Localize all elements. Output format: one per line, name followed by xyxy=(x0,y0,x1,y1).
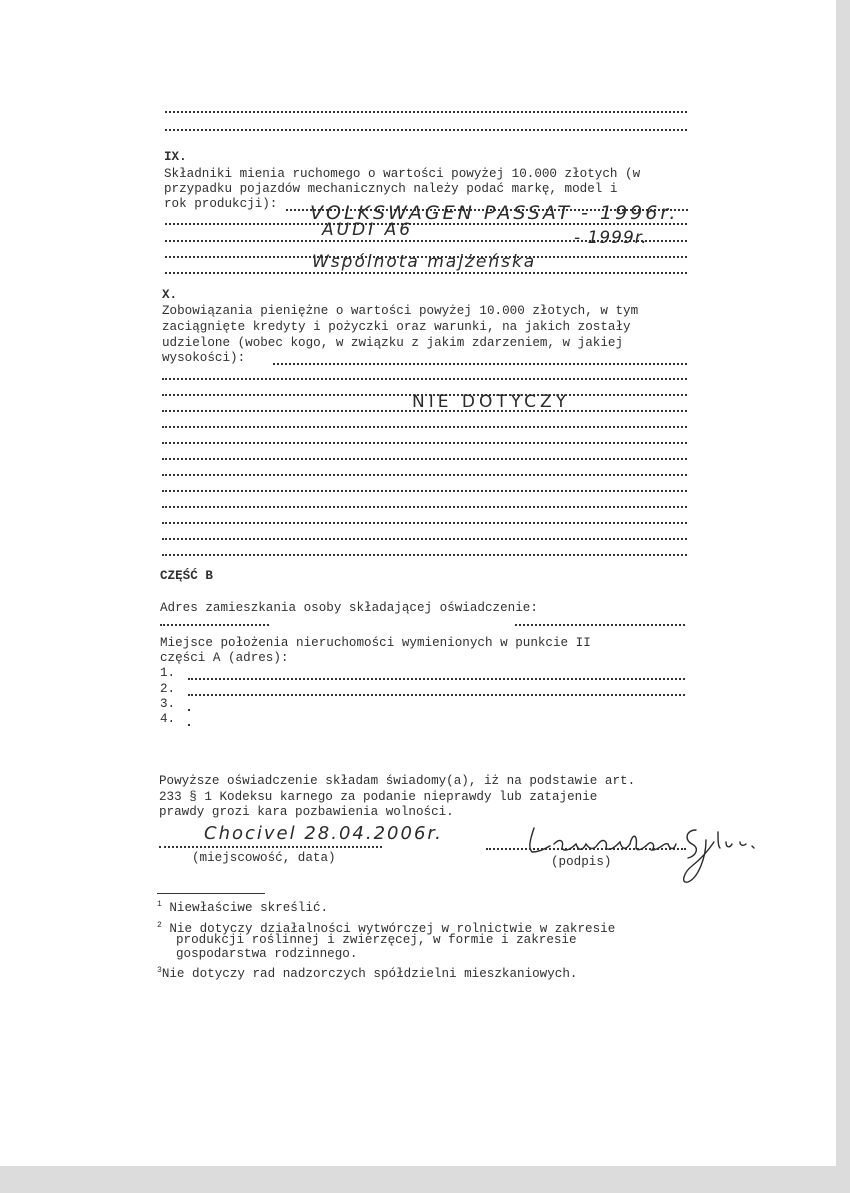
section-x-text: udzielone (wobec kogo, w związku z jakim zdarzeniem, w jakiej xyxy=(162,336,624,350)
signature-label: (podpis) xyxy=(551,855,612,869)
dotted-line xyxy=(162,474,687,478)
section-ix-heading: IX. xyxy=(164,150,187,164)
footnote-text: Niewłaściwe skreślić. xyxy=(169,901,329,916)
handwritten-vehicle-2: AUDI A6 xyxy=(322,220,414,240)
dotted-line xyxy=(165,129,687,133)
footnote-marker: 2 xyxy=(157,921,162,930)
list-item-number: 1. xyxy=(160,666,176,680)
section-x-text: Zobowiązania pieniężne o wartości powyżej 10.000 złotych, w tym xyxy=(162,304,639,318)
declaration-text: prawdy grozi kara pozbawienia wolności. xyxy=(159,805,454,819)
footnote-1 xyxy=(157,897,328,916)
footnote-text: Nie dotyczy rad nadzorczych spółdzielni mieszkaniowych. xyxy=(161,967,578,982)
part-b-heading: CZĘŚĆ B xyxy=(160,569,213,583)
redaction xyxy=(583,596,703,622)
handwritten-vehicle-2-year: - 1999r. xyxy=(574,228,648,248)
dotted-line xyxy=(162,442,687,446)
declaration-text: 233 § 1 Kodeksu karnego za podanie nieprawdy lub zatajenie xyxy=(159,790,598,804)
footnote-2-cont: produkcji roślinnej i zwierzęcej, w formie i zakresie xyxy=(176,933,577,947)
footnote-3 xyxy=(157,963,577,982)
dotted-line xyxy=(165,111,687,115)
dotted-line xyxy=(162,426,687,430)
property-label: części A (adres): xyxy=(160,651,289,665)
handwritten-place-date: Chocivel 28.04.2006r. xyxy=(204,823,443,844)
dotted-line xyxy=(162,554,687,558)
handwritten-ownership: Wspólnota majżeńska xyxy=(312,252,537,272)
scan-edge-right xyxy=(836,0,850,1193)
section-x-text: zaciągnięte kredyty i pożyczki oraz warunki, na jakich zostały xyxy=(162,320,631,334)
scan-edge-bottom xyxy=(0,1166,850,1193)
dotted-line xyxy=(162,458,687,462)
dotted-line xyxy=(162,506,687,510)
signature-line xyxy=(486,848,686,852)
list-item-number: 3. xyxy=(160,697,176,711)
footnote-text: Nie dotyczy działalności wytwórczej w rolnictwie w zakresie xyxy=(169,922,616,937)
section-ix-text: rok produkcji): xyxy=(164,197,278,211)
declaration-text: Powyższe oświadczenie składam świadomy(a), iż na podstawie art. xyxy=(159,774,636,788)
dotted-line xyxy=(188,678,685,682)
footnote-separator xyxy=(157,893,265,894)
footnote-marker: 3 xyxy=(157,966,162,975)
signature-line-place-date xyxy=(159,846,382,850)
list-item-number: 2. xyxy=(160,682,176,696)
dotted-line xyxy=(162,378,687,382)
address-label: Adres zamieszkania osoby składającej oświadczenie: xyxy=(160,601,538,615)
section-ix-text: przypadku pojazdów mechanicznych należy podać markę, model i xyxy=(164,182,618,196)
dotted-line xyxy=(162,538,687,542)
section-x-heading: X. xyxy=(162,288,178,302)
dotted-line xyxy=(162,490,687,494)
redaction xyxy=(270,616,514,630)
dotted-line xyxy=(162,522,687,526)
place-date-label: (miejscowość, data) xyxy=(192,851,336,865)
handwritten-not-applicable: NIE DOTYCZY xyxy=(412,392,571,412)
handwritten-vehicle-1: VOLKSWAGEN PASSAT - 1996r. xyxy=(310,202,679,224)
signature-image xyxy=(520,818,770,888)
section-x-text: wysokości): xyxy=(162,351,246,365)
dotted-line xyxy=(165,272,687,276)
footnote-marker: 1 xyxy=(157,900,162,909)
list-item-number: 4. xyxy=(160,712,176,726)
property-label: Miejsce położenia nieruchomości wymienionych w punkcie II xyxy=(160,636,591,650)
footnote-2-cont: gospodarstwa rodzinnego. xyxy=(176,947,358,961)
dotted-line xyxy=(273,363,687,367)
redaction xyxy=(191,696,712,737)
section-ix-text: Składniki mienia ruchomego o wartości powyżej 10.000 złotych (w xyxy=(164,167,641,181)
